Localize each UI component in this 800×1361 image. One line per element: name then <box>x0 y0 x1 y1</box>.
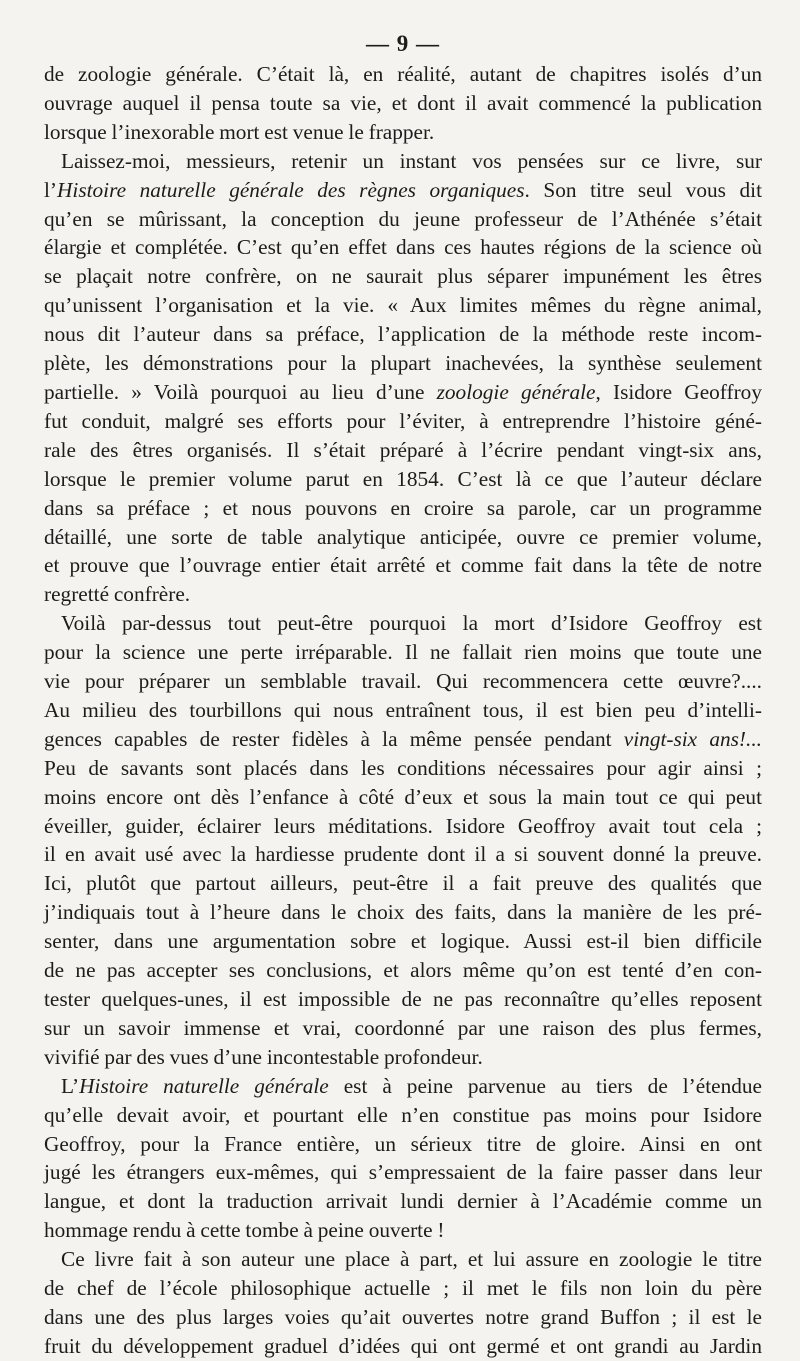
text-line: fruit du développement graduel d’idées qui ont germé et ont grandi au Jardin <box>44 1333 762 1358</box>
text-line: lorsque l’inexorable mort est venue le frapper. <box>44 119 435 144</box>
text-line: partielle. » Voilà pourquoi au lieu d’une zoologie générale, Isidore Geoffroy <box>44 379 762 404</box>
text-line: rale des êtres organisés. Il s’était préparé à l’écrire pendant vingt-six ans, <box>44 437 762 462</box>
text-line: qu’elle devait avoir, et pourtant elle n’en constitue pas moins pour Isidore <box>44 1102 762 1127</box>
italic-phrase: Histoire naturelle générale des règnes organiques <box>57 177 525 202</box>
text-line: l’Histoire naturelle générale des règnes organiques. Son titre seul vous dit <box>44 177 762 202</box>
text-line: senter, dans une argumentation sobre et logique. Aussi est-il bien difficile <box>44 929 762 954</box>
text-line: Laissez-moi, messieurs, retenir un instant vos pensées sur ce livre, sur <box>61 148 762 173</box>
text-line: fut conduit, malgré ses efforts pour l’éviter, à entreprendre l’histoire géné- <box>44 408 762 433</box>
text-line: de ne pas accepter ses conclusions, et alors même qu’on est tenté d’en con- <box>44 958 762 983</box>
text-line: vivifié par des vues d’une incontestable profondeur. <box>44 1044 483 1069</box>
text-line: il en avait usé avec la hardiesse prudente dont il a si souvent donné la preuve. <box>44 842 762 867</box>
text-line: Ce livre fait à son auteur une place à part, et lui assure en zoologie le titre <box>61 1247 762 1272</box>
text-line: pour la science une perte irréparable. Il ne fallait rien moins que toute une <box>44 640 762 665</box>
italic-phrase: zoologie générale <box>436 379 596 404</box>
text-line: moins encore ont dès l’enfance à côté d’eux et sous la main tout ce qui peut <box>44 784 762 809</box>
text-line: élargie et complétée. C’est qu’en effet dans ces hautes régions de la science où <box>44 235 762 260</box>
text-line: tester quelques-unes, il est impossible de ne pas reconnaître qu’elles reposent <box>44 987 762 1011</box>
text-line: qu’en se mûrissant, la conception du jeune professeur de l’Athénée s’était <box>44 206 762 231</box>
text-line: dans sa préface ; et nous pouvons en croire sa parole, car un programme <box>44 495 762 520</box>
text-line: lorsque le premier volume parut en 1854. C’est là ce que l’auteur déclare <box>44 466 762 491</box>
body-text <box>44 60 762 1361</box>
text-line: qu’unissent l’organisation et la vie. « Aux limites mêmes du règne animal, <box>44 293 762 318</box>
text-line: gences capables de rester fidèles à la même pensée pendant vingt-six ans!... <box>44 726 762 751</box>
text-line: regretté confrère. <box>44 582 191 607</box>
italic-phrase: Histoire naturelle générale <box>79 1073 329 1098</box>
text-line: vie pour préparer un semblable travail. Qui recommencera cette œuvre?.... <box>44 669 762 694</box>
text-line: Ici, plutôt que partout ailleurs, peut-être il a fait preuve des qualités que <box>44 871 762 896</box>
text-line: Geoffroy, pour la France entière, un sérieux titre de gloire. Ainsi en ont <box>44 1131 762 1156</box>
text-line: de chef de l’école philosophique actuelle ; il met le fils non loin du père <box>44 1276 762 1301</box>
text-line: langue, et dont la traduction arrivait lundi dernier à l’Académie comme un <box>44 1189 762 1214</box>
italic-phrase: vingt-six ans!... <box>623 726 762 751</box>
text-line: jugé les étrangers eux-mêmes, qui s’empressaient de la faire passer dans leur <box>44 1160 762 1185</box>
text-line: ouvrage auquel il pensa toute sa vie, et dont il avait commencé la publication <box>44 90 762 115</box>
text-line: L’Histoire naturelle générale est à peine parvenue au tiers de l’étendue <box>61 1073 762 1098</box>
text-line: Peu de savants sont placés dans les conditions nécessaires pour agir ainsi ; <box>44 755 762 780</box>
text-line: nous dit l’auteur dans sa préface, l’application de la méthode reste incom- <box>44 322 762 347</box>
text-line: détaillé, une sorte de table analytique anticipée, ouvre ce premier volume, <box>44 524 762 549</box>
text-line: et prouve que l’ouvrage entier était arrêté et comme fait dans la tête de notre <box>44 553 762 578</box>
text-line: éveiller, guider, éclairer leurs méditations. Isidore Geoffroy avait tout cela ; <box>44 813 762 838</box>
text-line: j’indiquais tout à l’heure dans le choix des faits, dans la manière de les pré- <box>44 900 762 925</box>
text-line: Voilà par-dessus tout peut-être pourquoi la mort d’Isidore Geoffroy est <box>61 611 762 636</box>
text-line: plète, les démonstrations pour la plupart inachevées, la synthèse seulement <box>44 351 762 376</box>
text-line: Au milieu des tourbillons qui nous entraînent tous, il est bien peu d’intelli- <box>44 697 762 722</box>
text-line: de zoologie générale. C’était là, en réalité, autant de chapitres isolés d’un <box>44 62 762 86</box>
text-line: se plaçait notre confrère, on ne saurait plus séparer impunément les êtres <box>44 264 762 289</box>
text-line: dans une des plus larges voies qu’ait ouvertes notre grand Buffon ; il est le <box>44 1304 762 1329</box>
text-line: sur un savoir immense et vrai, coordonné par une raison des plus fermes, <box>44 1015 762 1040</box>
text-line: hommage rendu à cette tombe à peine ouverte ! <box>44 1218 445 1243</box>
page-number: — 9 — <box>366 31 440 56</box>
